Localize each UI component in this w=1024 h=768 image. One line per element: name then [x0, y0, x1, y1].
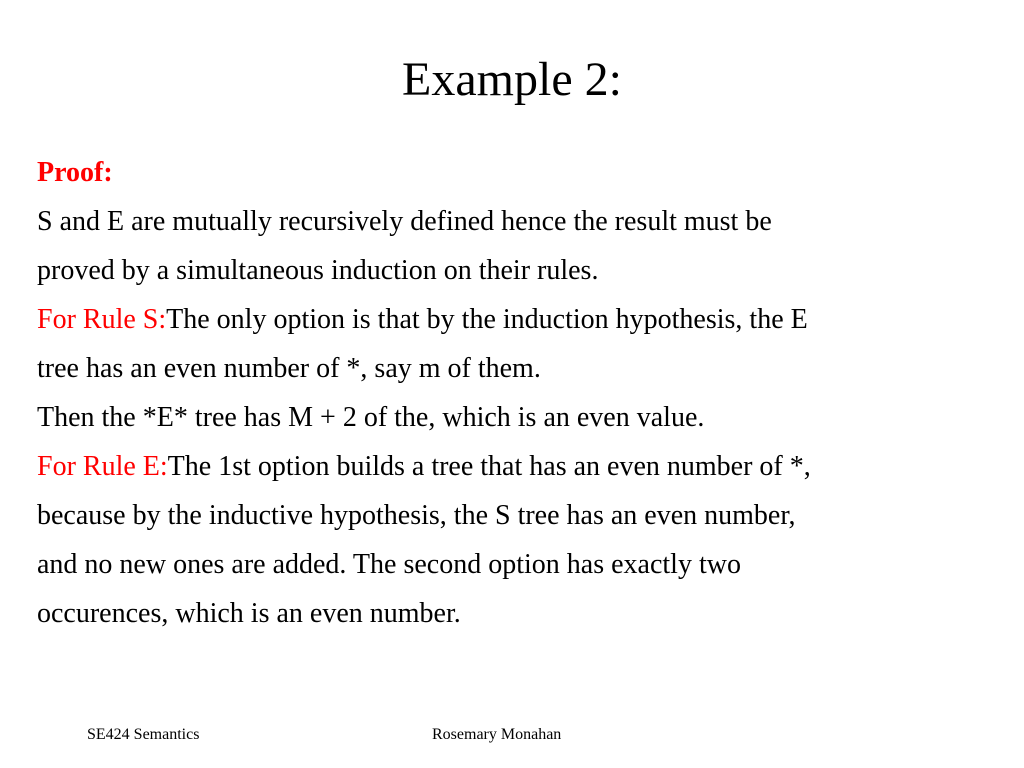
- footer-course: SE424 Semantics: [87, 726, 200, 743]
- body-line-2: proved by a simultaneous induction on their rules.: [37, 255, 599, 286]
- rule-s-line-3: Then the *E* tree has M + 2 of the, which is an even value.: [37, 402, 705, 433]
- rule-e-label: For Rule E:: [37, 451, 168, 482]
- footer-author: Rosemary Monahan: [432, 726, 562, 743]
- rule-e-line-2: because by the inductive hypothesis, the S tree has an even number,: [37, 500, 796, 531]
- slide-title: Example 2:: [402, 53, 622, 106]
- rule-s-label: For Rule S:: [37, 304, 167, 335]
- rule-e-line-1: [37, 442, 997, 491]
- rule-s-line-1: [37, 295, 997, 344]
- proof-heading: Proof:: [37, 157, 113, 188]
- rule-s-line-2: tree has an even number of *, say m of them.: [37, 353, 541, 384]
- slide-body: [37, 148, 997, 638]
- rule-s-text-1: The only option is that by the induction hypothesis, the E: [166, 304, 808, 335]
- rule-e-text-1: The 1st option builds a tree that has an even number of *,: [167, 451, 811, 482]
- rule-e-line-4: occurences, which is an even number.: [37, 598, 461, 629]
- body-line-1: S and E are mutually recursively defined hence the result must be: [37, 206, 772, 237]
- rule-e-line-3: and no new ones are added. The second option has exactly two: [37, 549, 741, 580]
